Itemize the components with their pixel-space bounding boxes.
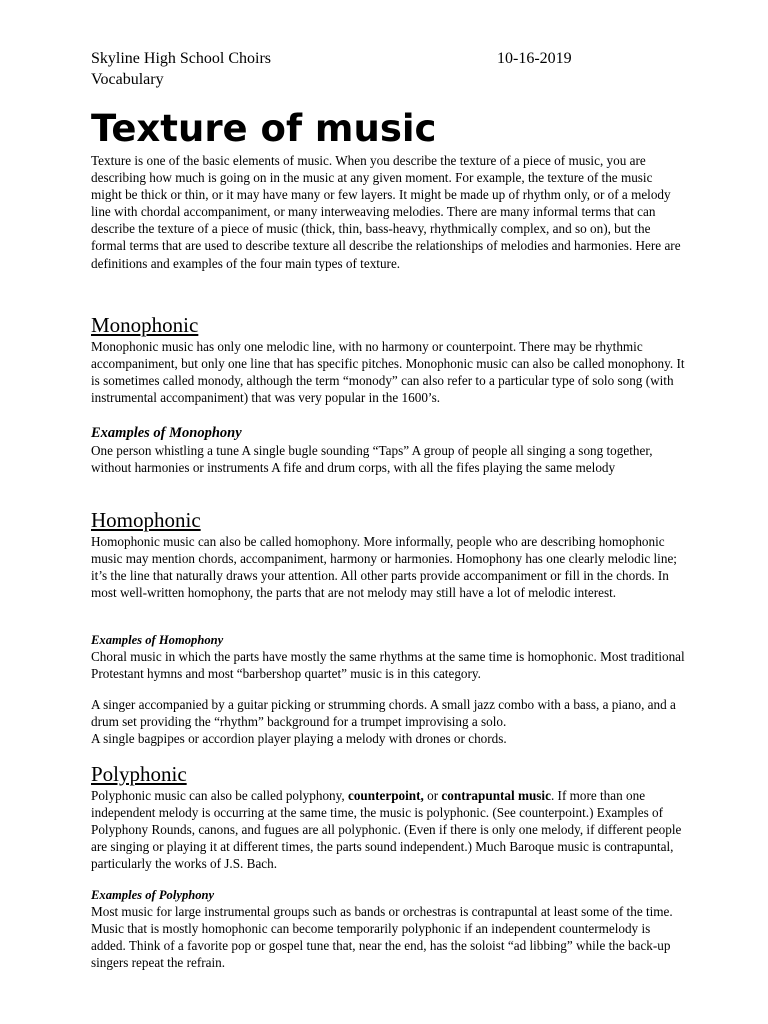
intro-section <box>91 152 686 272</box>
polyphonic-paragraph <box>91 787 686 872</box>
polyphonic-heading: Polyphonic <box>91 762 187 786</box>
polyphony-examples-heading: Examples of Polyphony <box>91 888 215 902</box>
homophony-examples-section <box>91 632 686 682</box>
monophony-examples-heading: Examples of Monophony <box>91 425 242 441</box>
term-counterpoint: counterpoint, <box>347 788 424 803</box>
polyphonic-text-3: . If more than one independent melody is occurring at the same time, the music is polyphonic. (See counterpoint.) Examples of Polyphony Rounds, canons, and fugues are all polyphonic. (Even if there is only one melody, if different people are singing or playing it at different times, the parts sound independent.) Much Baroque music is contrapuntal, particularly the works of J.S. Bach. <box>91 788 682 872</box>
homophonic-section <box>91 508 686 601</box>
document-subtitle: Vocabulary <box>91 71 164 88</box>
page-title: Texture of music <box>91 107 437 150</box>
homophonic-paragraph: Homophonic music can also be called homophony. More informally, people who are describing homophonic music may mention chords, accompaniment, harmony or harmonies. Homophony has one clearly melodic line; it’s the line that naturally draws your attention. All other parts provide accompaniment or fill in the chords. In most well-written homophony, the parts that are not melody may still have a lot of melodic interest. <box>91 534 677 601</box>
monophony-examples-paragraph: One person whistling a tune A single bugle sounding “Taps” A group of people all singing a song together, without harmonies or instruments A fife and drum corps, with all the fifes playing the same melody <box>91 443 653 476</box>
homophony-example-3: A single bagpipes or accordion player playing a melody with drones or chords. <box>91 731 507 747</box>
homophony-example-1: Choral music in which the parts have mostly the same rhythms at the same time is homophonic. Most traditional Protestant hymns and most “barbershop quartet” music is in this category. <box>91 649 685 682</box>
homophonic-heading: Homophonic <box>91 508 201 532</box>
monophony-examples-section <box>91 424 686 476</box>
monophonic-section <box>91 313 686 406</box>
intro-paragraph: Texture is one of the basic elements of music. When you describe the texture of a piece of music, you are describing how much is going on in the music at any given moment. For example, the texture of the music might be thick or thin, or it may have many or few layers. It might be made up of rhythm only, or of a melody line with chordal accompaniment, or many interweaving melodies. There are many informal terms that can describe the texture of a piece of music (thick, thin, bass-heavy, rhythmically complex, and so on), but the formal terms that are used to describe texture all describe the relationships of melodies and harmonies. Here are definitions and examples of the four main types of texture. <box>91 153 681 271</box>
monophonic-heading: Monophonic <box>91 313 199 337</box>
term-contrapuntal-music: contrapuntal music <box>441 788 551 803</box>
polyphony-examples-section <box>91 887 686 971</box>
polyphonic-section <box>91 762 686 872</box>
polyphony-examples-paragraph: Most music for large instrumental groups such as bands or orchestras is contrapuntal at least some of the time. Music that is mostly homophonic can become temporarily polyphonic if an independent countermelody is added. Think of a favorite pop or gospel tune that, near the end, has the soloist “ad libbing” while the back-up singers repeat the refrain. <box>91 904 673 971</box>
polyphonic-text-1: Polyphonic music can also be called polyphony, <box>91 788 348 803</box>
school-name: Skyline High School Choirs <box>91 50 272 67</box>
homophony-example-2: A singer accompanied by a guitar picking or strumming chords. A small jazz combo with a bass, a piano, and a drum set providing the “rhythm” background for a trumpet improvising a solo. <box>91 697 676 730</box>
homophony-examples-heading: Examples of Homophony <box>91 633 224 647</box>
homophony-more-examples <box>91 696 686 747</box>
document-date: 10-16-2019 <box>497 50 572 67</box>
monophonic-paragraph: Monophonic music has only one melodic line, with no harmony or counterpoint. There may be rhythmic accompaniment, but only one line that has specific pitches. Monophonic music can also be called monophony. It is sometimes called monody, although the term “monody” can also refer to a particular type of solo song (with instrumental accompaniment) that was very popular in the 1600’s. <box>91 339 685 406</box>
polyphonic-text-2: or <box>423 788 442 803</box>
